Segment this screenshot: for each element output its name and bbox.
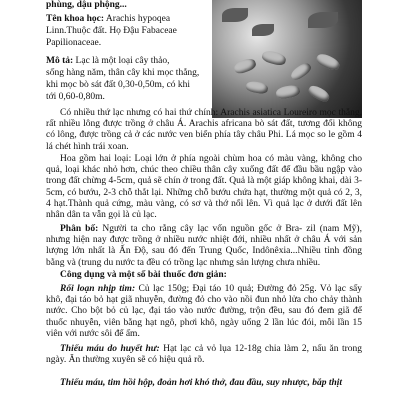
sci-label: Tên khoa học: <box>46 14 105 24</box>
paragraph-heart <box>46 284 362 340</box>
sci-line-2: Linn.Thuộc đất. Họ Đậu Fabaceae <box>46 26 177 36</box>
heart-text: Củ lạc 150g; Đại táo 10 quả; Đường đỏ 25g. Vỏ lạc sấy khô, đại táo bỏ hạt giã nhuyễn, đường đỏ cho vào nồi đun nhỏ lửa cho chảy thành nước. Cho bột bỏ củ lạc, đại táo vào nước đường, trộn đều, sau đó đem giã để thuốc nhuyễn, viên bằng hạt ngô, phơi khô, ngày uống 2 lần lúc đói, mỗi lần 15 viên với nước sôi để ấm. <box>46 284 362 339</box>
peanut-pod <box>275 84 301 100</box>
desc-line-1 <box>46 56 169 67</box>
paragraph-anemia <box>46 344 362 366</box>
top-line: phùng, dậu phộng... <box>46 0 127 10</box>
paragraph-varieties: Có nhiều thứ lạc nhưng có hai thứ chính: Arachis asiatica Loureiro mọc thẳng, rất nhiều lông được trồng ở châu Á. Arachis africana bò sát đất, tương đối không có lông, được trồng cả ở các nước ven biển phía tây châu Phi. Lá mọc so le gồm 4 lá chét hình trái xoan. <box>46 108 362 152</box>
peanut-pod <box>233 57 258 76</box>
peanut-plant-photo <box>212 0 362 118</box>
desc-line-4: tới 0,60-0,80m. <box>46 92 105 102</box>
peanut-pod <box>289 61 313 83</box>
peanut-pod <box>307 83 332 104</box>
distribution-label: Phân bố: <box>60 224 99 234</box>
leaf-shape <box>222 8 248 22</box>
paragraph-flowers: Hoa gồm hai loại: Loại lớn ở phía ngoài chùm hoa có màu vàng, không cho quả, loại khác nhỏ hơn, chúc theo chiều thân cây xuống đất để đầu bầu ngập vào trong đất chừng 4-5cm, quả sẽ chín ở trong đất. Quả là một giáp không khai, dài 3-5cm, có bướu, 2-3 chỗ thắt lại. Những chỗ bướu chứa hạt, thường một quả có 2, 3, 4 hạt.Thành quả cứng, màu vàng, có sơ và thớ nổi lên. Vì quả lạc ở dưới đất lên nhân dân ta vẫn gọi là củ lạc. <box>46 154 362 221</box>
peanut-pod <box>261 49 287 67</box>
sci-text: Arachis hypoqea <box>104 14 171 24</box>
paragraph-cut: Thiếu máu, tim hồi hộp, đoản hơi khó thở, đau đầu, suy nhược, bắp thịt <box>60 378 343 388</box>
distribution-text: Người ta cho rằng cây lạc vốn nguồn gốc ở Bra- zil (nam Mỹ), nhưng hiện nay được trồng ở nhiều nước nhiệt đới, nhiều nhất ở châu Á với sản lượng lớn nhất là Ấn Độ, sau đó đến Trung Quốc, Indônêxia...Nhiều tỉnh đồng bằng và (trung du nước ta đều có trồng lạc nhưng sản lượng chưa nhiều. <box>46 224 362 268</box>
peanut-pod <box>315 51 342 72</box>
peanut-pod <box>245 80 269 95</box>
desc-line-2: sống hàng năm, thân cây khi mọc thẳng, <box>46 68 200 78</box>
anemia-text: Hạt lạc cả vỏ lụa 12-18g chia làm 2, nấu ăn trong ngày. Ăn thường xuyên sẽ có hiệu quả rõ. <box>46 344 362 366</box>
paragraph-distribution <box>46 224 362 269</box>
heart-label: Rối loạn nhịp tim: <box>60 284 136 294</box>
anemia-label: Thiếu máu do huyết hư: <box>60 344 160 354</box>
sci-line-3: Papilionaceae. <box>46 38 102 48</box>
section-title: Công dụng và một số bài thuốc đơn giản: <box>60 270 227 280</box>
desc-label: Mô tả: <box>46 56 74 66</box>
desc-line-3: khi mọc bò sát đất 0,30-0,50m, có khi <box>46 80 191 90</box>
leaf-shape <box>308 12 338 28</box>
leaf-shape <box>252 24 274 36</box>
sci-line-1 <box>46 14 170 25</box>
desc-text: Lạc là một loại cây thảo, <box>73 56 170 66</box>
